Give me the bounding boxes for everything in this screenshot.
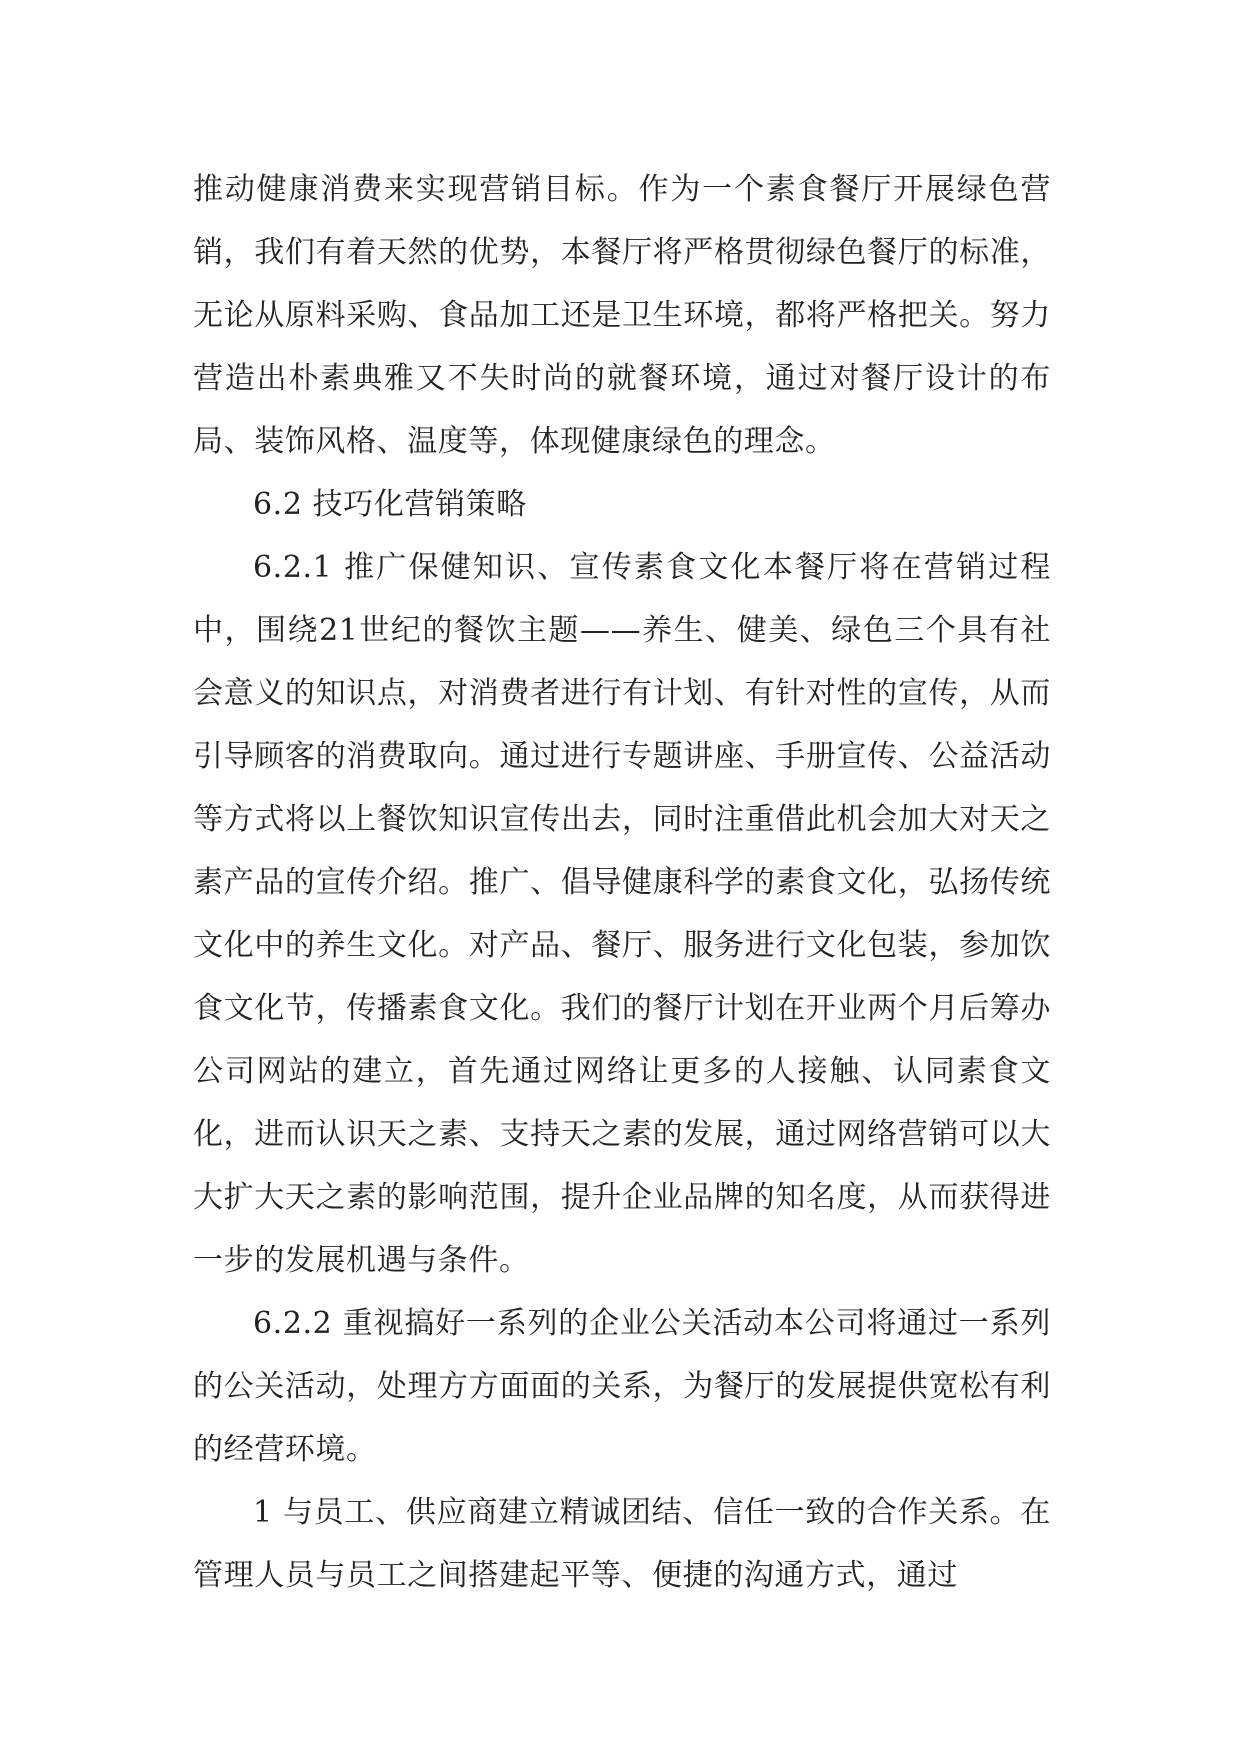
document-page: [193, 158, 1051, 1607]
body-paragraph-1: 推动健康消费来实现营销目标。作为一个素食餐厅开展绿色营销，我们有着天然的优势，本餐厅将严格贯彻绿色餐厅的标准，无论从原料采购、食品加工还是卫生环境，都将严格把关。努力营造出朴素典雅又不失时尚的就餐环境，通过对餐厅设计的布局、装饰风格、温度等，体现健康绿色的理念。: [193, 172, 1051, 459]
body-paragraph-6-2-1: 6.2.1 推广保健知识、宣传素食文化本餐厅将在营销过程中，围绕21世纪的餐饮主题——养生、健美、绿色三个具有社会意义的知识点，对消费者进行有计划、有针对性的宣传，从而引导顾客的消费取向。通过进行专题讲座、手册宣传、公益活动等方式将以上餐饮知识宣传出去，同时注重借此机会加大对天之素产品的宣传介绍。推广、倡导健康科学的素食文化，弘扬传统文化中的养生文化。对产品、餐厅、服务进行文化包装，参加饮食文化节，传播素食文化。我们的餐厅计划在开业两个月后筹办公司网站的建立，首先通过网络让更多的人接触、认同素食文化，进而认识天之素、支持天之素的发展，通过网络营销可以大大扩大天之素的影响范围，提升企业品牌的知名度，从而获得进一步的发展机遇与条件。: [193, 550, 1051, 1278]
section-heading-6-2: 6.2 技巧化营销策略: [253, 487, 527, 522]
body-paragraph-6-2-2: 6.2.2 重视搞好一系列的企业公关活动本公司将通过一系列的公关活动，处理方方面面的关系，为餐厅的发展提供宽松有利的经营环境。: [193, 1306, 1051, 1467]
body-paragraph-item-1: 1 与员工、供应商建立精诚团结、信任一致的合作关系。在管理人员与员工之间搭建起平等、便捷的沟通方式，通过: [193, 1495, 1051, 1593]
